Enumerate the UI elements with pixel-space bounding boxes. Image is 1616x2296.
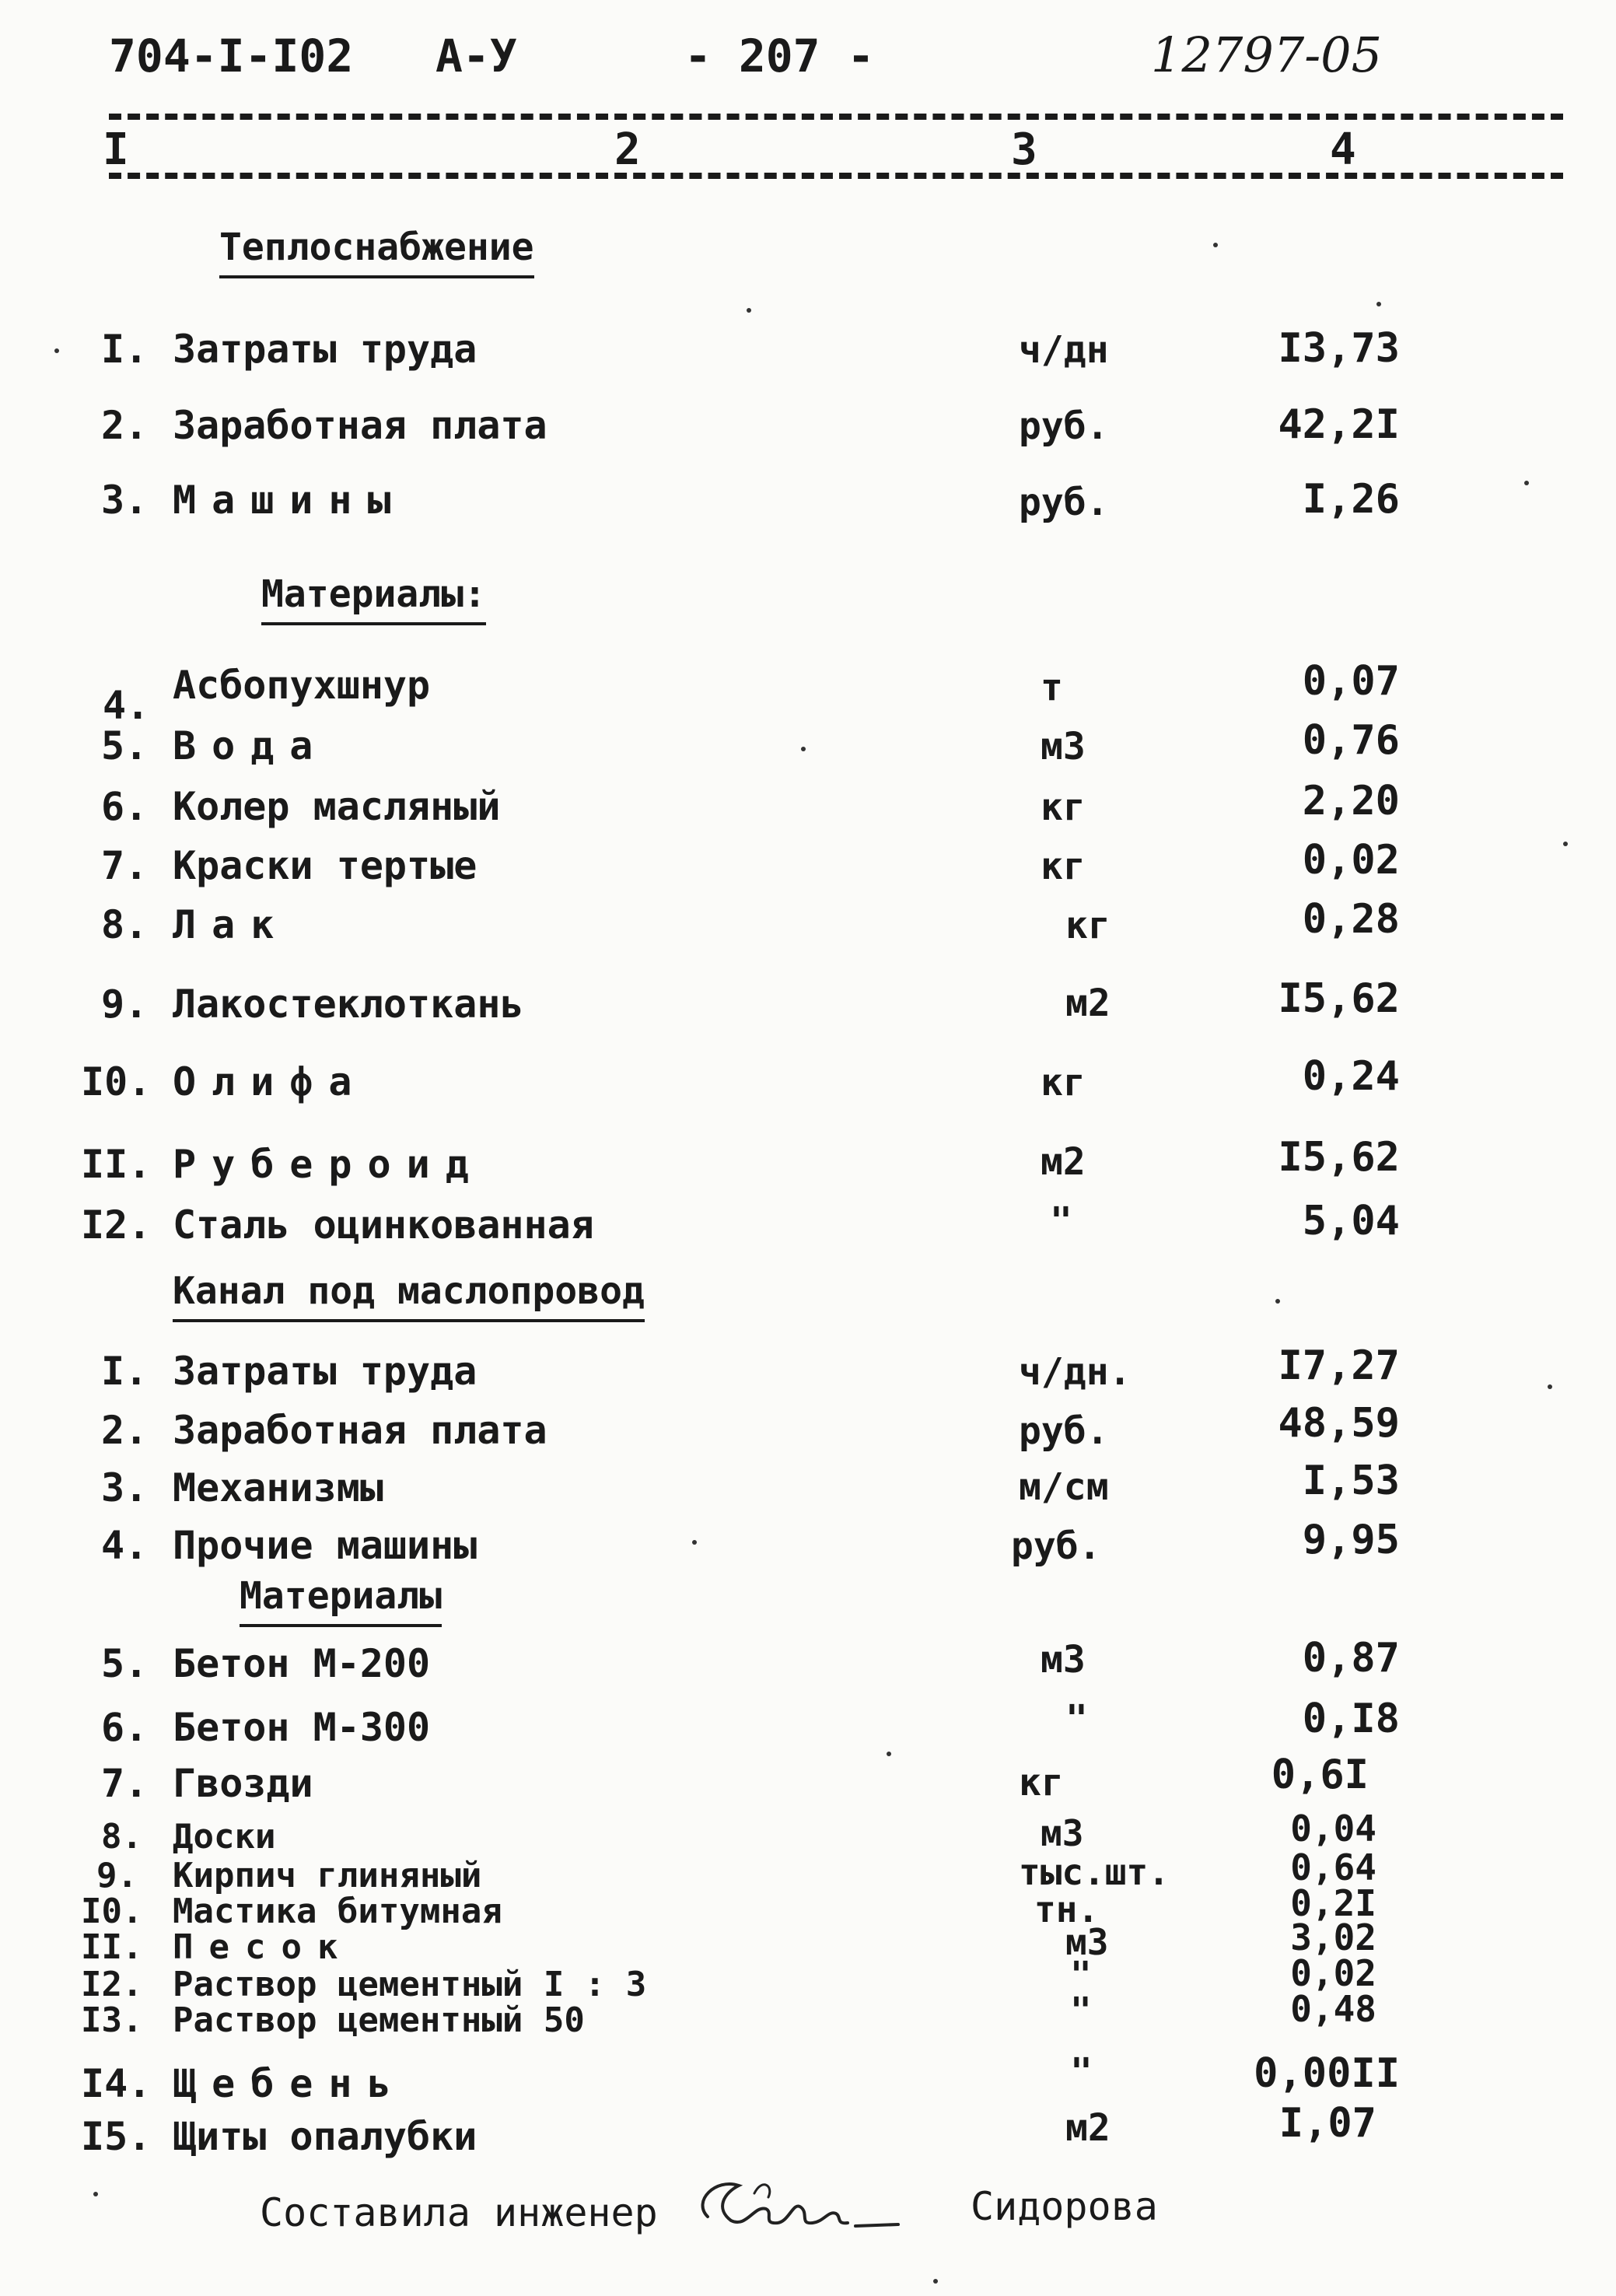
row-name: Механизмы	[173, 1465, 383, 1510]
row-unit: м/см	[1019, 1465, 1109, 1509]
row-name: Олифа	[173, 1059, 368, 1104]
row-unit: руб.	[1019, 481, 1109, 524]
scan-speck	[1563, 842, 1568, 846]
row-number: I0.	[81, 1059, 152, 1104]
row-number: I.	[101, 327, 149, 372]
row-number: 3.	[101, 478, 149, 523]
row-unit: ч/дн	[1019, 328, 1109, 372]
row-number: II.	[81, 1927, 143, 1967]
row-number: I3.	[81, 2000, 143, 2040]
materials-subtitle: Материалы:	[261, 572, 486, 625]
row-unit: кг	[1065, 904, 1111, 947]
row-value: 0,64	[1290, 1846, 1376, 1888]
row-name: Раствор цементный 50	[173, 2000, 585, 2040]
row-unit: т	[1041, 666, 1063, 709]
scan-speck	[801, 747, 806, 751]
row-unit: руб.	[1011, 1524, 1101, 1568]
row-name: Рубероид	[173, 1142, 484, 1187]
row-unit: кг	[1019, 1761, 1064, 1804]
row-unit: руб.	[1019, 404, 1109, 448]
row-unit: м3	[1065, 1921, 1109, 1963]
row-value: 0,48	[1290, 1988, 1376, 2030]
row-unit: "	[1070, 2050, 1093, 2094]
row-value: 48,59	[1278, 1400, 1400, 1447]
row-number: I5.	[81, 2114, 152, 2159]
doc-code: 704-I-I02	[109, 30, 354, 82]
row-number: 5.	[101, 723, 149, 768]
row-value: 2,20	[1302, 778, 1400, 824]
row-name: Асбопухшнур	[173, 663, 431, 708]
section-title: Канал под маслопровод	[173, 1269, 645, 1322]
scan-speck	[93, 2192, 98, 2196]
row-name: Сталь оцинкованная	[173, 1202, 594, 1248]
row-value: I7,27	[1278, 1342, 1400, 1389]
row-value: 0,I8	[1302, 1696, 1400, 1742]
page-number: - 207 -	[684, 30, 875, 82]
scan-speck	[1213, 243, 1218, 247]
row-value: 0,76	[1302, 717, 1400, 764]
column-number-4: 4	[1330, 124, 1356, 175]
row-value: 0,00II	[1254, 2050, 1400, 2097]
scan-speck	[54, 348, 59, 353]
row-number: I4.	[81, 2061, 152, 2106]
row-name: Мастика битумная	[173, 1892, 502, 1931]
scan-speck	[933, 2279, 938, 2284]
header-rule-bottom	[109, 173, 1563, 179]
row-value: I,53	[1302, 1458, 1400, 1504]
row-value: I5,62	[1278, 1134, 1400, 1181]
row-value: 9,95	[1302, 1517, 1400, 1563]
row-number: 5.	[101, 1641, 149, 1686]
row-name: Заработная плата	[173, 403, 547, 448]
row-number: 2.	[101, 1408, 149, 1453]
serial-number: 12797-05	[1151, 26, 1383, 83]
row-unit: руб.	[1019, 1409, 1109, 1453]
row-value: 0,04	[1290, 1808, 1376, 1850]
row-unit: м3	[1041, 725, 1086, 768]
scan-speck	[692, 1540, 697, 1545]
row-name: Раствор цементный I : 3	[173, 1965, 647, 2004]
row-value: 0,02	[1290, 1952, 1376, 1994]
scan-speck	[747, 308, 751, 313]
row-value: I5,62	[1278, 975, 1400, 1022]
row-value: 3,02	[1290, 1916, 1376, 1958]
header-rule-top	[109, 114, 1563, 120]
row-unit: кг	[1041, 786, 1086, 829]
row-number: 7.	[101, 1761, 149, 1806]
row-value: 0,02	[1302, 837, 1400, 884]
row-value: 0,2I	[1290, 1882, 1376, 1924]
album-code: А-У	[435, 30, 517, 82]
row-number: II.	[81, 1142, 152, 1187]
row-name: Заработная плата	[173, 1408, 547, 1453]
row-number: 4.	[103, 683, 150, 728]
row-number: I2.	[81, 1965, 143, 2004]
row-unit: м2	[1041, 1140, 1086, 1184]
scan-speck	[1376, 302, 1381, 306]
row-unit: тн.	[1034, 1888, 1100, 1930]
scan-speck	[1548, 1384, 1552, 1389]
row-name: Щебень	[173, 2061, 407, 2106]
row-unit: м3	[1041, 1812, 1084, 1854]
handwritten-signature	[677, 2162, 910, 2248]
row-number: 9.	[101, 982, 149, 1027]
scan-speck	[887, 1752, 891, 1756]
engineer-surname: Сидорова	[971, 2184, 1158, 2229]
row-unit: м3	[1041, 1638, 1086, 1682]
row-name: Гвозди	[173, 1761, 313, 1806]
row-value: 5,04	[1302, 1198, 1400, 1244]
row-number: 8.	[101, 902, 149, 947]
row-name: Бетон М-200	[173, 1641, 431, 1686]
row-value: 42,2I	[1278, 401, 1400, 448]
row-name: Вода	[173, 723, 329, 768]
row-number: 6.	[101, 784, 149, 829]
row-number: I2.	[81, 1202, 152, 1248]
row-value: 0,6I	[1271, 1752, 1369, 1798]
row-unit: тыс.шт.	[1019, 1851, 1170, 1893]
section-title: Теплоснабжение	[219, 226, 534, 278]
row-number: 8.	[101, 1817, 142, 1857]
row-unit: "	[1070, 1990, 1092, 2032]
row-unit: м2	[1065, 982, 1111, 1025]
row-name: Затраты труда	[173, 327, 477, 372]
row-value: I,26	[1302, 476, 1400, 523]
row-value: I,07	[1278, 2100, 1376, 2147]
row-name: Кирпич глиняный	[173, 1856, 482, 1895]
column-number-2: 2	[614, 124, 641, 175]
compiled-by-label: Составила инженер	[260, 2190, 658, 2235]
row-value: I3,73	[1278, 325, 1400, 372]
row-unit: м2	[1065, 2106, 1111, 2150]
materials-subtitle: Материалы	[240, 1574, 442, 1627]
row-unit: "	[1065, 1697, 1088, 1741]
row-name: Краски тертые	[173, 843, 477, 888]
row-number: 4.	[101, 1523, 149, 1568]
row-name: Доски	[173, 1817, 276, 1857]
row-name: Лакостеклоткань	[173, 982, 524, 1027]
row-name: Прочие машины	[173, 1523, 477, 1568]
row-name: Лак	[173, 902, 290, 947]
row-value: 0,07	[1302, 658, 1400, 705]
row-value: 0,28	[1302, 896, 1400, 943]
row-value: 0,24	[1302, 1053, 1400, 1100]
scan-speck	[1524, 481, 1529, 485]
row-unit: "	[1050, 1199, 1072, 1243]
scan-speck	[1275, 1299, 1280, 1304]
row-number: 3.	[101, 1465, 149, 1510]
row-unit: кг	[1041, 845, 1086, 888]
row-number: I.	[101, 1349, 149, 1394]
row-number: 7.	[101, 843, 149, 888]
row-name: Бетон М-300	[173, 1705, 431, 1750]
row-number: 9.	[96, 1856, 138, 1895]
row-unit: ч/дн.	[1019, 1350, 1132, 1394]
row-number: I0.	[81, 1892, 143, 1931]
row-number: 2.	[101, 403, 149, 448]
row-number: 6.	[101, 1705, 149, 1750]
row-name: Машины	[173, 478, 407, 523]
row-value: 0,87	[1302, 1635, 1400, 1682]
column-number-3: 3	[1011, 124, 1037, 175]
row-unit: кг	[1041, 1061, 1086, 1104]
row-name: Колер масляный	[173, 784, 501, 829]
row-name: Песок	[173, 1927, 354, 1967]
row-name: Щиты опалубки	[173, 2114, 477, 2159]
row-unit: "	[1070, 1954, 1092, 1996]
row-name: Затраты труда	[173, 1349, 477, 1394]
column-number-1: I	[103, 124, 129, 175]
